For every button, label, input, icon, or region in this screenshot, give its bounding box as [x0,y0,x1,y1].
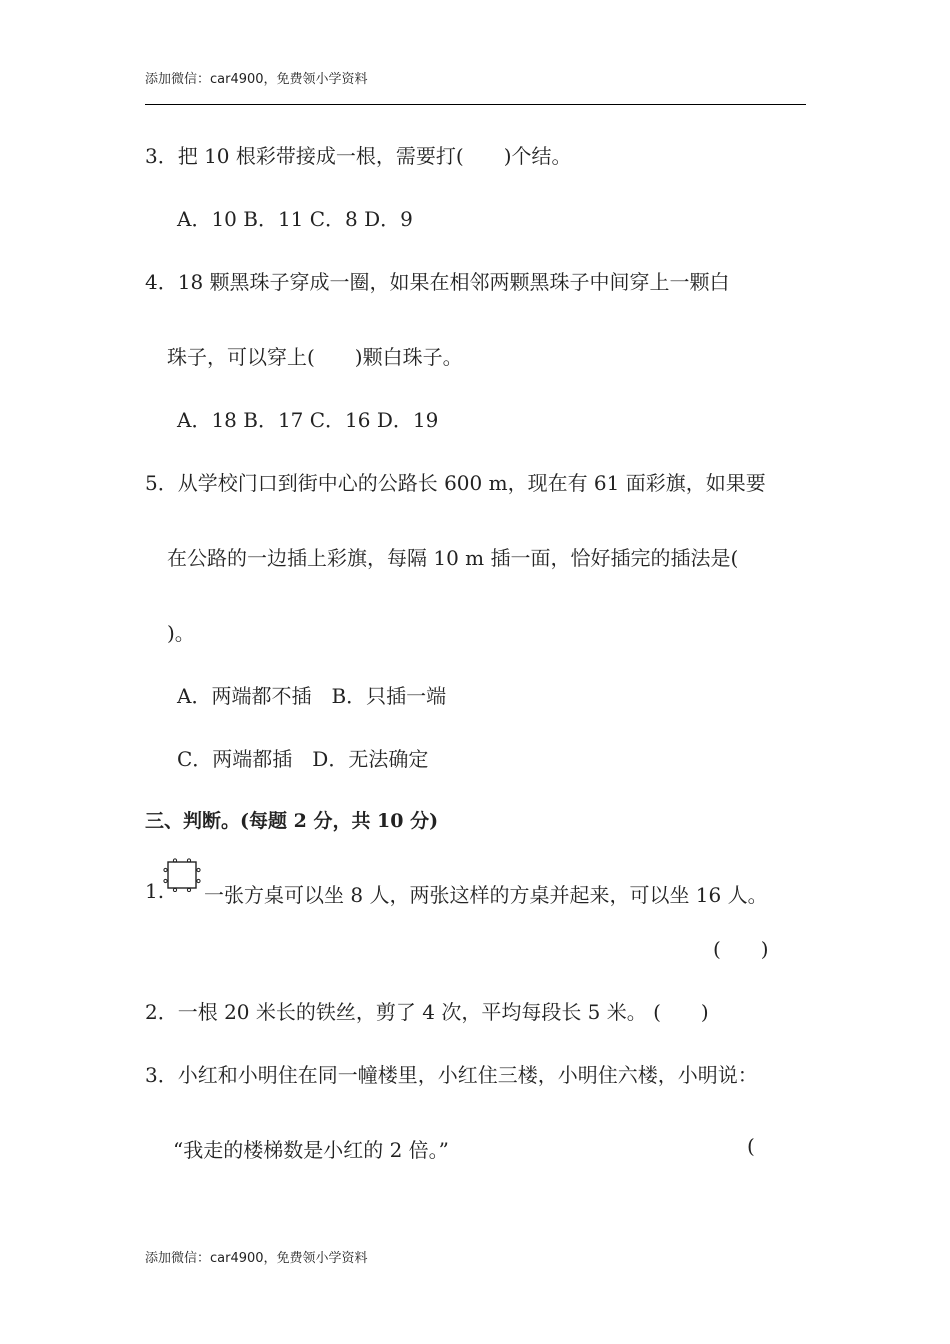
page-header: 添加微信：car4900，免费领小学资料 [145,72,368,87]
page-footer: 添加微信：car4900，免费领小学资料 [145,1251,368,1266]
section-3-title: 三、判断。(每题 2 分，共 10 分) [145,810,439,832]
question-4-line1: 4．18 颗黑珠子穿成一圈，如果在相邻两颗黑珠子中间穿上一颗白 [145,270,730,294]
question-5-line2: 在公路的一边插上彩旗，每隔 10 m 插一面，恰好插完的插法是( [167,546,739,570]
question-4-options: A．18 B．17 C．16 D．19 [177,408,439,432]
judge-3-line2: “我走的楼梯数是小红的 2 倍。” [173,1138,449,1162]
judge-1-answer-paren: ( ) [713,937,769,961]
header-divider [145,104,806,105]
judge-2: 2．一根 20 米长的铁丝，剪了 4 次，平均每段长 5 米。 ( ) [145,1000,709,1024]
judge-1-text: 一张方桌可以坐 8 人，两张这样的方桌并起来，可以坐 16 人。 [204,883,768,907]
question-5-line1: 5．从学校门口到街中心的公路长 600 m，现在有 61 面彩旗，如果要 [145,471,766,495]
judge-1-number: 1. [145,879,165,903]
question-5-line3: )。 [167,621,195,645]
question-4-line2: 珠子，可以穿上( )颗白珠子。 [167,345,463,369]
question-3: 3．把 10 根彩带接成一根，需要打( )个结。 [145,144,572,168]
square-table-icon [163,858,201,892]
judge-3-line1: 3．小红和小明住在同一幢楼里，小红住三楼，小明住六楼，小明说： [145,1063,758,1087]
question-5-options-1: A．两端都不插 B．只插一端 [177,684,447,708]
question-5-options-2: C．两端都插 D．无法确定 [177,747,429,771]
question-3-options: A．10 B．11 C．8 D．9 [177,207,413,231]
judge-3-answer-paren: ( [747,1134,755,1158]
